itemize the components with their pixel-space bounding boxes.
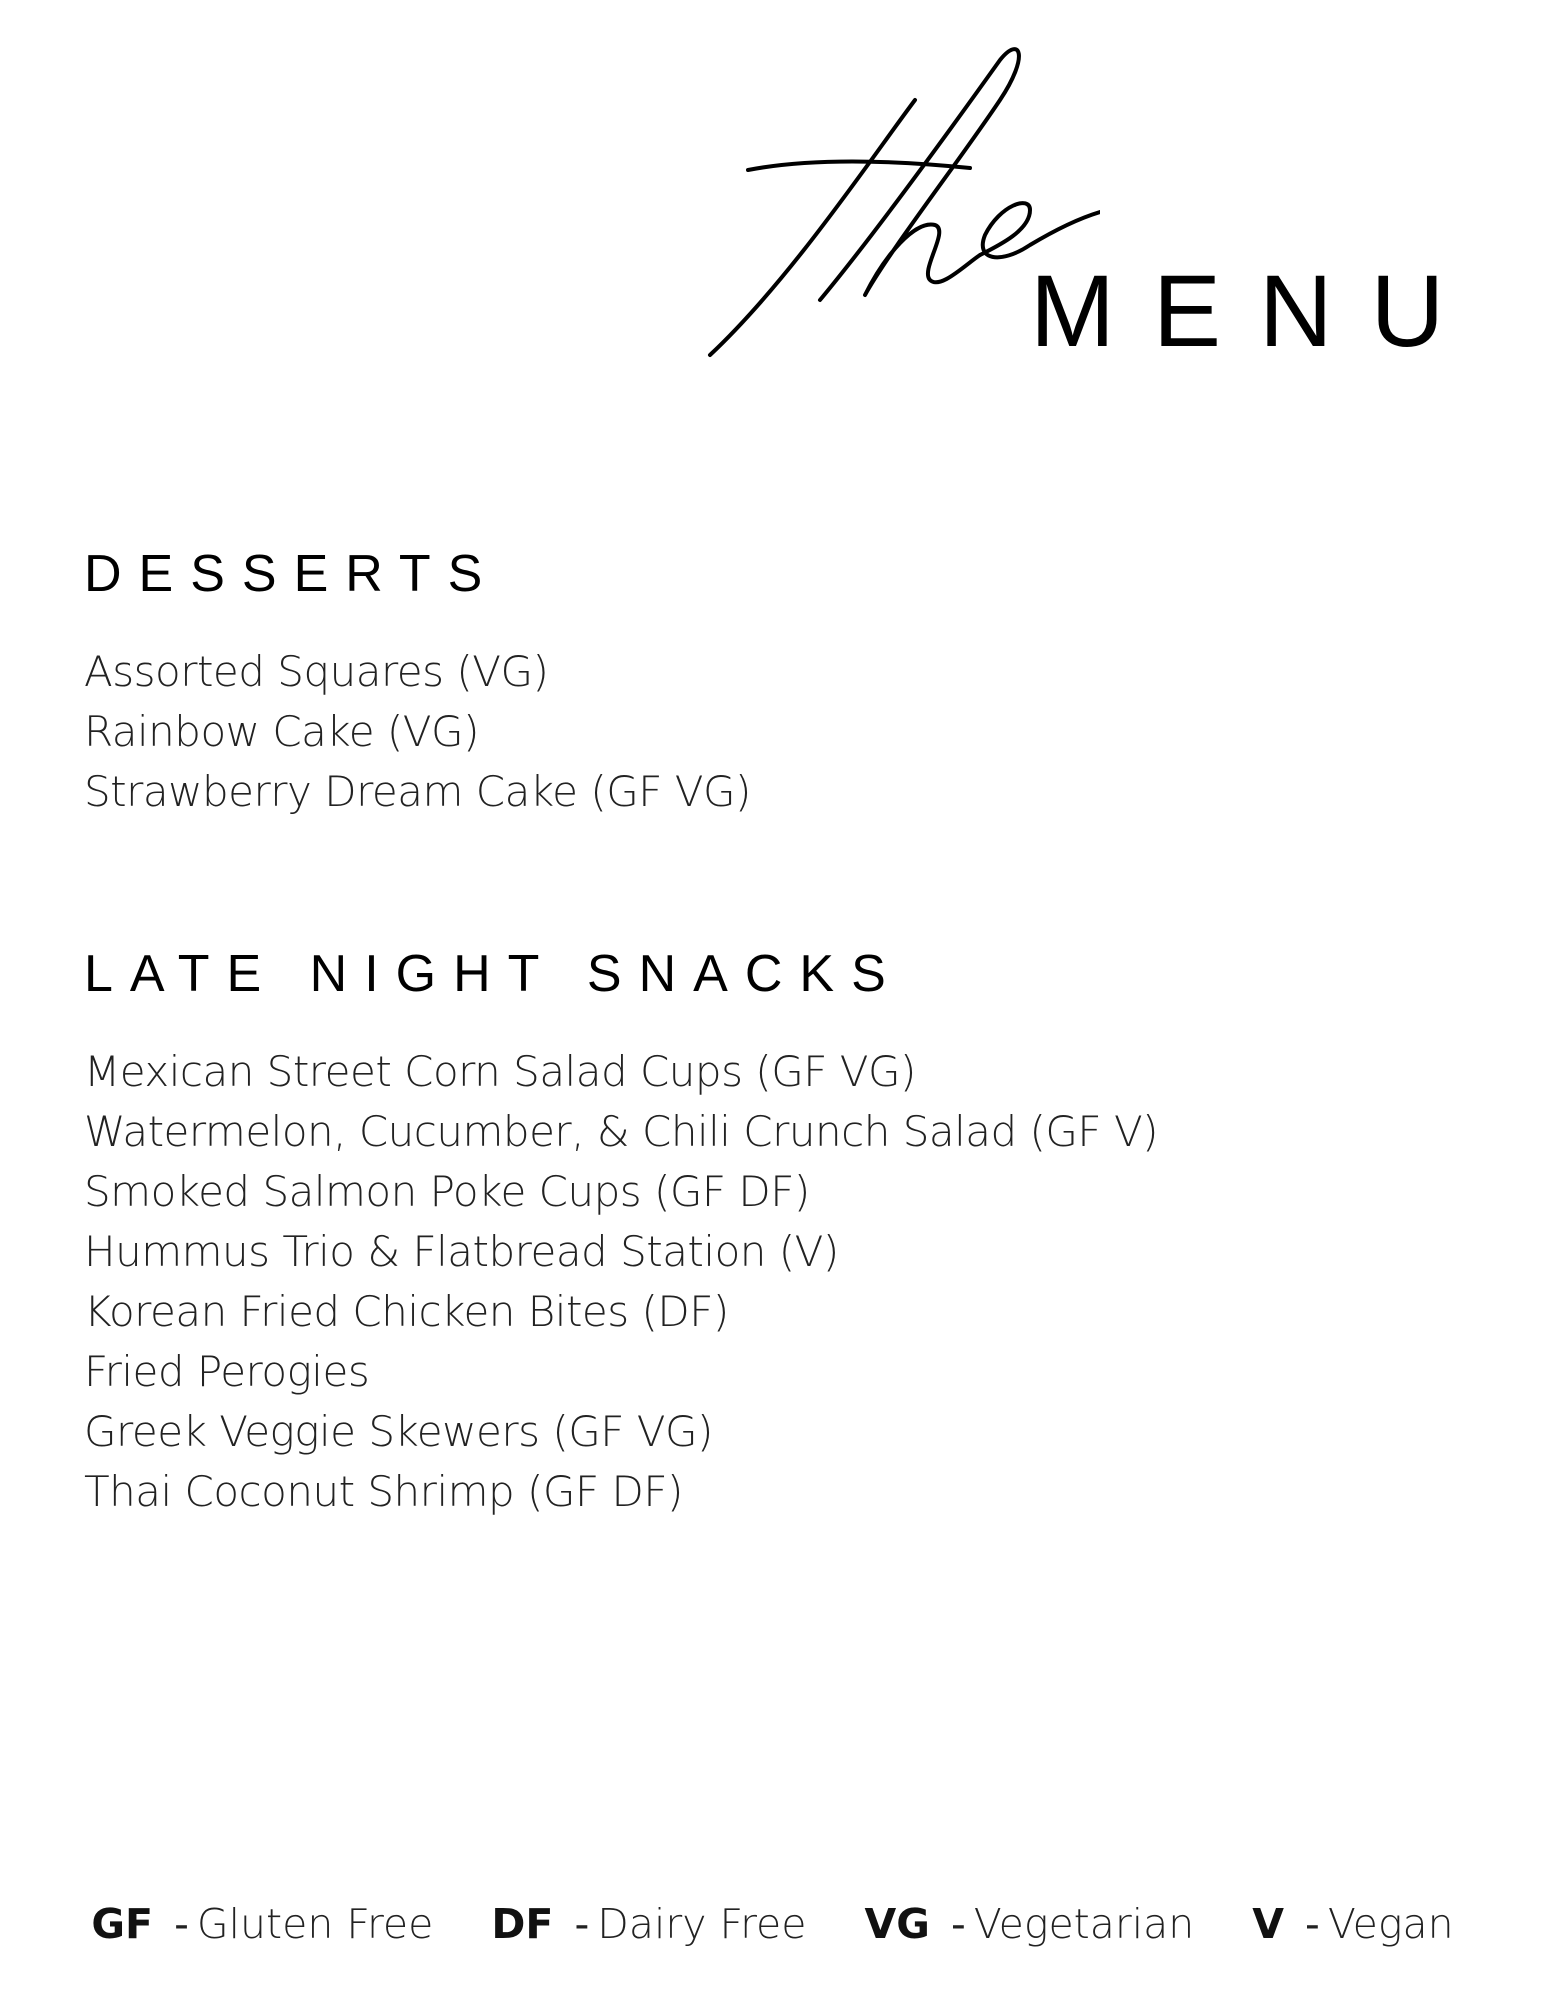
legend-label: Vegetarian [973, 1900, 1195, 1948]
legend-code: GF [91, 1900, 154, 1948]
legend-item-gluten-free [91, 1900, 433, 1948]
menu-item: Watermelon, Cucumber, & Chili Crunch Salad (GF V) [84, 1107, 1159, 1156]
desserts-list [84, 642, 751, 822]
menu-item: Smoked Salmon Poke Cups (GF DF) [84, 1167, 810, 1216]
dietary-legend [0, 1900, 1545, 1948]
menu-item: Greek Veggie Skewers (GF VG) [84, 1407, 713, 1456]
script-word-text [700, 380, 701, 381]
menu-item: Hummus Trio & Flatbread Station (V) [84, 1227, 839, 1276]
legend-label: Gluten Free [196, 1900, 434, 1948]
late-night-snacks-section [84, 945, 1159, 1522]
late-night-snacks-list [84, 1042, 1158, 1522]
menu-item: Mexican Street Corn Salad Cups (GF VG) [84, 1047, 916, 1096]
legend-item-vegetarian [865, 1900, 1195, 1948]
legend-label: Dairy Free [597, 1900, 807, 1948]
legend-label: Vegan [1327, 1900, 1454, 1948]
late-night-snacks-heading: LATE NIGHT SNACKS [84, 945, 903, 1003]
desserts-heading: DESSERTS [84, 545, 500, 603]
legend-separator: - [1305, 1900, 1320, 1948]
legend-code: DF [491, 1900, 554, 1948]
legend-code: VG [864, 1900, 930, 1948]
legend-code: V [1252, 1900, 1284, 1948]
menu-item: Thai Coconut Shrimp (GF DF) [84, 1467, 683, 1516]
legend-item-vegan [1252, 1900, 1453, 1948]
menu-item: Strawberry Dream Cake (GF VG) [84, 767, 751, 816]
desserts-section [84, 545, 751, 822]
menu-item: Rainbow Cake (VG) [84, 707, 479, 756]
menu-item: Assorted Squares (VG) [84, 647, 549, 696]
menu-item: Korean Fried Chicken Bites (DF) [84, 1287, 729, 1336]
legend-separator: - [574, 1900, 590, 1948]
menu-item: Fried Perogies [84, 1347, 370, 1396]
legend-separator: - [950, 1900, 966, 1948]
legend-item-dairy-free [491, 1900, 806, 1948]
menu-title: MENU [1030, 254, 1483, 368]
legend-separator: - [174, 1900, 189, 1948]
